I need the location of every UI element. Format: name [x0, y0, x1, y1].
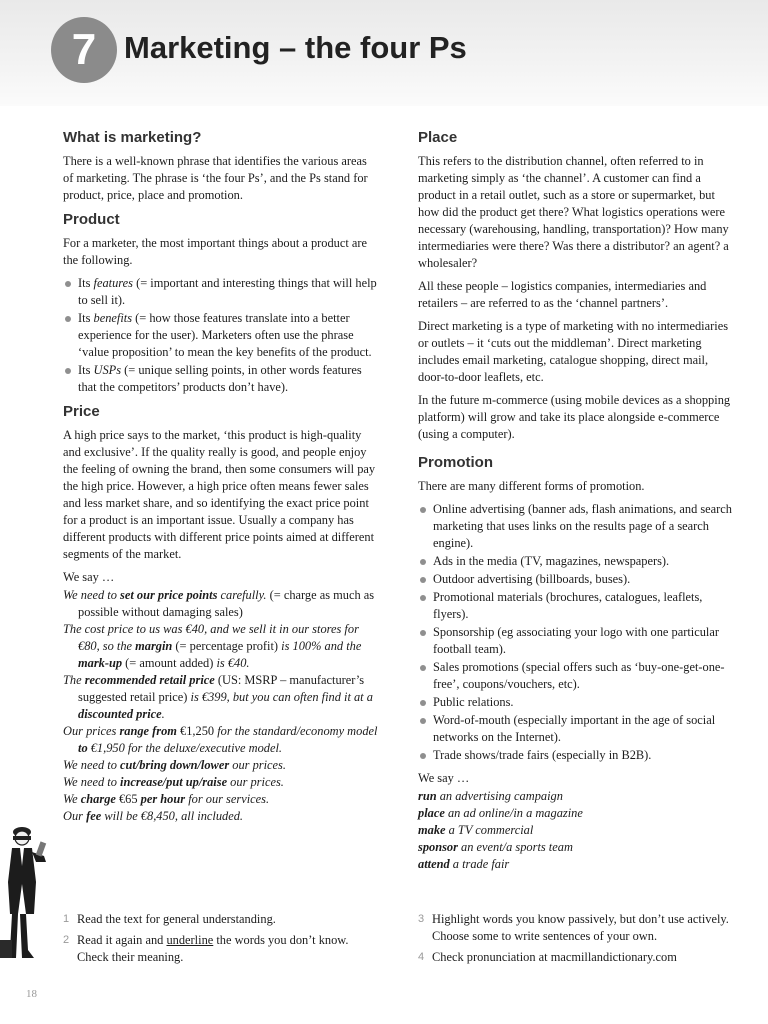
key-phrase: cut/bring down/lower [120, 758, 230, 772]
task-number: 3 [418, 913, 425, 925]
we-say-label: We say … [63, 570, 115, 584]
phrase-text: We need to [63, 588, 121, 602]
price-phrases-list [63, 587, 378, 825]
phrase-gloss: (US: MSRP – manufacturer’s suggested retail price) [78, 673, 365, 704]
phrase-gloss: €1,250 [176, 724, 218, 738]
list-item: Sponsorship (eg associating your logo with one particular football team). [418, 624, 735, 658]
phrase-text: our prices. [229, 758, 286, 772]
task-text: Highlight words you know passively, but don’t use actively. Choose some to write sentences of your own. [432, 912, 729, 943]
task-item-1 [63, 911, 383, 928]
task-text: Read the text for general understanding. [77, 912, 276, 926]
list-item [63, 757, 378, 774]
page-number: 18 [26, 988, 37, 1000]
task-text: Read it again and [77, 933, 167, 947]
phrase-text: We need to [63, 775, 121, 789]
key-phrase: charge [80, 792, 116, 806]
task-number: 2 [63, 934, 70, 946]
bullet-text: Its [78, 311, 94, 325]
collocation-verb: sponsor [418, 840, 458, 854]
unit-number-badge: 7 [51, 17, 117, 83]
phrase-text: our prices. [227, 775, 284, 789]
bullet-term: benefits [93, 311, 133, 325]
task-item-4 [418, 949, 738, 966]
list-item: Outdoor advertising (billboards, buses). [418, 571, 735, 588]
promotion-collocations-list [418, 788, 735, 873]
key-phrase: fee [86, 809, 102, 823]
place-paragraph-4: In the future m-commerce (using mobile devices as a shopping platform) will grow and take its place alongside e-commerce (using a computer). [418, 393, 731, 441]
list-item [63, 310, 378, 361]
list-item [63, 774, 378, 791]
bullet-text: (= important and interesting things that will help to sell it). [78, 276, 377, 307]
phrase-text: is 100% and the [281, 639, 362, 653]
phrase-text: The cost price to us was €40, and we sell it in our stores for €80, so the [63, 622, 359, 653]
phrase-gloss: (= percentage profit) [172, 639, 282, 653]
product-intro: For a marketer, the most important things about a product are the following. [63, 236, 368, 267]
phrase-gloss: (= charge as much as possible without damaging sales) [78, 588, 375, 619]
task-text: the words you don’t know. Check their meaning. [77, 933, 349, 964]
heading-place: Place [418, 129, 458, 146]
promotion-bullet-list [418, 501, 735, 764]
right-column [418, 124, 735, 873]
phrase-text: . [161, 707, 165, 721]
heading-price: Price [63, 403, 100, 420]
phrase-text: is €40. [216, 656, 250, 670]
task-number: 4 [418, 951, 425, 963]
heading-promotion: Promotion [418, 454, 493, 471]
phrase-gloss: (= amount added) [122, 656, 217, 670]
bullet-text: (= unique selling points, in other words features that the competitors’ products don’t have). [78, 363, 362, 394]
list-item [63, 587, 378, 621]
tasks-left [63, 911, 383, 970]
list-item: Public relations. [418, 694, 735, 711]
bullet-text: Its [78, 363, 94, 377]
collocation-text: an advertising campaign [436, 789, 563, 803]
bullet-text: Its [78, 276, 94, 290]
phrase-text: We [63, 792, 81, 806]
task-item-3 [418, 911, 738, 945]
phrase-text: is €399, but you can often find it at a [190, 690, 373, 704]
unit-title: Marketing – the four Ps [124, 30, 467, 65]
key-phrase: range from [119, 724, 177, 738]
collocation-text: an event/a sports team [457, 840, 573, 854]
businessman-illustration-icon [0, 822, 50, 964]
phrase-text: Our prices [63, 724, 120, 738]
collocation-verb: run [418, 789, 437, 803]
place-paragraph-3: Direct marketing is a type of marketing with no intermediaries or outlets – it ‘cuts out the middleman’. Direct marketing includes email marketing, catalogue shopping, direct mail, door-to-door leaflets, etc. [418, 319, 729, 384]
marketing-paragraph: There is a well-known phrase that identifies the various areas of marketing. The phrase is ‘the four Ps’, and the Ps stand for product, price, place and promotion. [63, 154, 368, 202]
list-item [418, 788, 735, 805]
left-column [63, 124, 378, 825]
list-item: Sales promotions (special offers such as ‘buy-one-get-one-free’, coupons/vouchers, etc). [418, 659, 735, 693]
phrase-text: We need to [63, 758, 121, 772]
list-item [63, 791, 378, 808]
phrase-text: carefully. [217, 588, 267, 602]
task-list [63, 911, 383, 966]
key-phrase: discounted price [78, 707, 162, 721]
key-phrase: increase/put up/raise [120, 775, 228, 789]
bullet-text: (= how those features translate into a better experience for the user). Marketers often use the phrase ‘value proposition’ to mean the key benefits of the product. [78, 311, 372, 359]
list-item: Online advertising (banner ads, flash animations, and search marketing that uses links on the results page of a search engine). [418, 501, 735, 552]
list-item [63, 362, 378, 396]
key-phrase: to [78, 741, 88, 755]
tasks-right [418, 911, 738, 970]
key-phrase: per hour [140, 792, 186, 806]
collocation-verb: make [418, 823, 446, 837]
heading-product: Product [63, 211, 120, 228]
list-item [418, 822, 735, 839]
collocation-text: an ad online/in a magazine [444, 806, 583, 820]
phrase-text: Our [63, 809, 87, 823]
collocation-verb: place [418, 806, 445, 820]
bullet-term: features [93, 276, 133, 290]
price-paragraph: A high price says to the market, ‘this product is high-quality and exclusive’. If the quality really is good, and people enjoy the feeling of owning the brand, then some consumers will pay the high price. However, a high price often means fewer sales and less market share, and so identifying the exact price point for a product is an important issue. Usually a company has different products with different price points aimed at different segments of the market. [63, 428, 376, 561]
we-say-label: We say … [418, 771, 470, 785]
list-item [418, 805, 735, 822]
list-item [63, 672, 378, 723]
heading-what-is-marketing: What is marketing? [63, 129, 202, 146]
collocation-text: a trade fair [449, 857, 510, 871]
task-list [418, 911, 738, 966]
list-item: Ads in the media (TV, magazines, newspapers). [418, 553, 735, 570]
product-bullet-list [63, 275, 378, 396]
task-item-2 [63, 932, 383, 966]
phrase-text: The [63, 673, 85, 687]
unit-header [0, 0, 768, 106]
list-item: Trade shows/trade fairs (especially in B2B). [418, 747, 735, 764]
list-item [418, 839, 735, 856]
place-paragraph-2: All these people – logistics companies, intermediaries and retailers – are referred to as the ‘channel partners’. [418, 279, 707, 310]
phrase-text: €1,950 for the deluxe/executive model. [87, 741, 283, 755]
list-item [63, 808, 378, 825]
list-item [63, 621, 378, 672]
list-item [63, 723, 378, 757]
key-phrase: margin [135, 639, 173, 653]
task-text-underlined: underline [166, 933, 214, 947]
task-number: 1 [63, 913, 70, 925]
key-phrase: recommended retail price [84, 673, 215, 687]
list-item: Promotional materials (brochures, catalogues, leaflets, flyers). [418, 589, 735, 623]
phrase-gloss: €65 [115, 792, 141, 806]
collocation-text: a TV commercial [445, 823, 534, 837]
phrase-text: for the standard/economy model [217, 724, 378, 738]
collocation-verb: attend [418, 857, 450, 871]
phrase-text: will be €8,450, all included. [101, 809, 244, 823]
task-text: Check pronunciation at macmillandictionary.com [432, 950, 677, 964]
phrase-text: for our services. [185, 792, 270, 806]
list-item [63, 275, 378, 309]
key-phrase: set our price points [120, 588, 218, 602]
list-item [418, 856, 735, 873]
list-item: Word-of-mouth (especially important in the age of social networks on the Internet). [418, 712, 735, 746]
promotion-intro: There are many different forms of promotion. [418, 479, 645, 493]
key-phrase: mark-up [78, 656, 123, 670]
place-paragraph-1: This refers to the distribution channel, often referred to in marketing simply as ‘the channel’. A customer can find a product in a retail outlet, such as a store or supermarket, but how did the product get there? What logistics operations were necessary (warehousing, handling, transportation)? How many intermediaries were there? Was there a distributor? an agent? a wholesaler? [418, 154, 729, 270]
bullet-term: USPs [93, 363, 122, 377]
